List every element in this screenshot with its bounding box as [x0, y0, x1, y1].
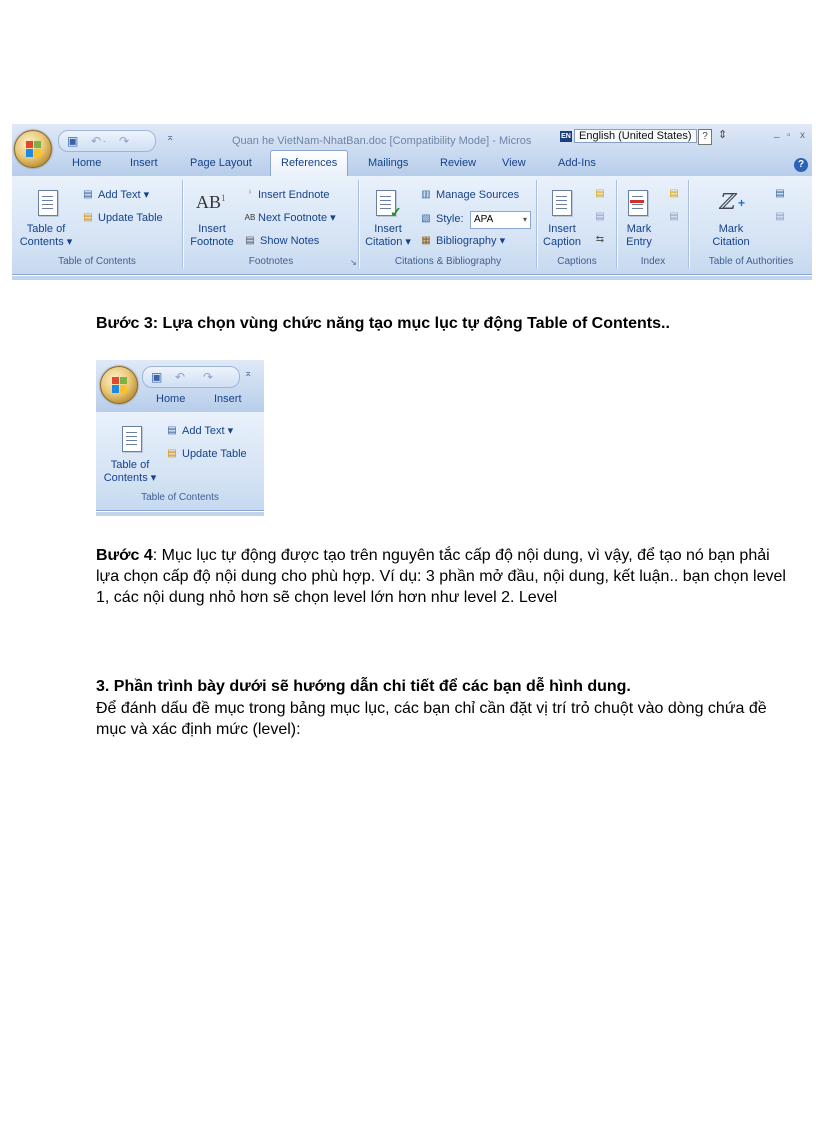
insert-caption-label-1: Insert	[548, 223, 576, 235]
customize-qat-icon[interactable]: ⌅	[244, 368, 253, 379]
style-icon: ▧	[421, 213, 431, 224]
mark-entry-button[interactable]	[618, 180, 660, 252]
tab-home[interactable]: Home	[72, 157, 102, 169]
word-ribbon-cropped-screenshot	[96, 360, 264, 518]
add-text-button[interactable]	[82, 188, 177, 204]
mark-citation-label-2: Citation	[712, 236, 750, 248]
update-figures-icon[interactable]: ▤	[595, 211, 605, 222]
style-value: APA	[474, 214, 494, 225]
tab-insert[interactable]: Insert	[130, 157, 158, 169]
tab-review[interactable]: Review	[440, 157, 477, 169]
update-table-button[interactable]	[166, 447, 264, 463]
show-notes-icon: ▤	[245, 235, 255, 246]
bibliography-icon: ▦	[421, 235, 431, 246]
restore-icon[interactable]: ▫	[787, 130, 791, 141]
group-citations-bibliography	[360, 176, 536, 274]
step-4-body: : Mục lục tự động được tạo trên nguyên tắc cấp độ nội dung, vì vậy, để tạo nó bạn phải lựa chọn cấp độ nội dung cho phù hợp. Ví dụ: 3 phần mở đầu, nội dung, kết luận.. bạn chọn level 1, các nội dung nhỏ hơn sẽ chọn level lớn hơn như level 2. Level	[96, 547, 786, 606]
redo-icon[interactable]: ↷	[119, 134, 130, 148]
tab-mailings[interactable]: Mailings	[368, 157, 409, 169]
group-captions	[538, 176, 616, 274]
insert-citation-label-2: Citation ▾	[365, 236, 411, 248]
mark-citation-label-1: Mark	[718, 223, 744, 235]
style-dropdown[interactable]	[470, 211, 531, 229]
toc-button-label-1: Table of	[26, 223, 66, 235]
cross-reference-icon[interactable]: ⇆	[595, 234, 605, 245]
tab-references[interactable]: References	[270, 150, 348, 176]
group-footnotes	[184, 176, 358, 274]
toc-button-label-2: Contents ▾	[19, 236, 73, 248]
language-flag-icon: EN	[561, 133, 571, 140]
bibliography-button[interactable]	[420, 234, 535, 250]
table-of-contents-button[interactable]	[100, 416, 160, 488]
insert-caption-label-2: Caption	[543, 236, 581, 248]
save-icon[interactable]: ▣	[67, 134, 79, 148]
show-notes-label: Show Notes	[260, 235, 320, 247]
chevron-down-icon: ▾	[522, 215, 527, 224]
group-table-of-authorities	[690, 176, 812, 274]
quick-access-toolbar	[58, 130, 156, 152]
language-label: English (United States)	[574, 129, 697, 143]
manage-sources-icon: ▥	[421, 189, 431, 200]
group-table-of-contents	[12, 176, 182, 274]
section-3-body: Để đánh dấu đề mục trong bảng mục lục, các bạn chỉ cần đặt vị trí trỏ chuột vào dòng chứa đề mục và xác định mức (level):	[96, 700, 767, 738]
window-title: Quan he VietNam-NhatBan.doc [Compatibility Mode] - Micros	[232, 135, 532, 147]
update-table-icon: ▤	[167, 448, 177, 459]
insert-endnote-button[interactable]	[244, 188, 356, 204]
word-ribbon-screenshot	[12, 124, 812, 282]
add-text-label: Add Text ▾	[98, 189, 150, 201]
style-label: Style:	[436, 213, 464, 225]
ribbon-tabs	[12, 154, 812, 176]
update-table-label: Update Table	[182, 448, 247, 460]
add-text-label: Add Text ▾	[182, 425, 234, 437]
quick-access-toolbar	[142, 366, 240, 388]
ribbon-groups	[12, 176, 812, 274]
undo-icon[interactable]: ↶	[175, 370, 186, 384]
insert-index-icon[interactable]: ▤	[669, 188, 679, 199]
mark-citation-button[interactable]: ℤ + Mark Citation	[696, 180, 766, 252]
group-label: Table of Authorities	[708, 256, 794, 267]
footnote-ab-icon: $AB^1$	[196, 192, 226, 212]
insert-caption-button[interactable]	[538, 180, 586, 252]
table-of-contents-icon	[38, 190, 58, 216]
undo-dropdown-icon[interactable]: -	[103, 136, 106, 146]
mark-citation-icon: ℤ	[718, 190, 735, 215]
dialog-launcher-icon[interactable]: ↘	[350, 258, 357, 267]
insert-footnote-label-2: Footnote	[190, 236, 234, 248]
insert-table-of-authorities-icon[interactable]: ▤	[775, 188, 785, 199]
insert-endnote-label: Insert Endnote	[258, 189, 330, 201]
update-table-icon: ▤	[83, 212, 93, 223]
add-text-button[interactable]	[166, 424, 261, 440]
help-icon[interactable]: ?	[794, 158, 808, 172]
bibliography-label: Bibliography ▾	[436, 235, 506, 247]
insert-caption-icon	[552, 190, 572, 216]
group-label: Index	[640, 256, 666, 267]
redo-icon[interactable]: ↷	[203, 370, 214, 384]
show-notes-button[interactable]	[244, 234, 356, 250]
undo-icon[interactable]: ↶	[91, 134, 102, 148]
mark-entry-label-2: Entry	[626, 236, 652, 248]
group-label: Captions	[557, 256, 597, 267]
toc-button-label-1: Table of	[110, 459, 150, 471]
group-label: Table of Contents	[58, 256, 136, 267]
step-4-label: Bước 4	[96, 547, 153, 564]
insert-citation-label-1: Insert	[374, 223, 402, 235]
office-logo-icon	[112, 377, 127, 393]
mark-entry-label-1: Mark	[626, 223, 652, 235]
office-button[interactable]	[100, 366, 138, 404]
step-3-text: Bước 3: Lựa chọn vùng chức năng tạo mục lục tự động Table of Contents..	[96, 315, 670, 332]
insert-endnote-icon: ⁱ	[249, 189, 251, 200]
save-icon[interactable]: ▣	[151, 370, 163, 384]
tab-view[interactable]: View	[502, 157, 526, 169]
tab-page-layout[interactable]: Page Layout	[190, 157, 252, 169]
group-label: Table of Contents	[141, 492, 219, 503]
tab-home[interactable]: Home	[156, 393, 186, 405]
customize-qat-icon[interactable]: ⌅	[166, 132, 175, 143]
add-text-icon: ▤	[83, 189, 93, 200]
insert-footnote-button[interactable]	[186, 180, 238, 252]
group-table-of-contents	[96, 412, 264, 510]
next-footnote-button[interactable]	[244, 211, 356, 227]
step-4-paragraph	[96, 545, 796, 608]
mark-entry-icon	[628, 190, 648, 216]
close-icon[interactable]: x	[800, 130, 805, 141]
group-label: Citations & Bibliography	[394, 256, 502, 267]
help-question-icon[interactable]: ?	[698, 129, 712, 145]
update-table-button[interactable]	[82, 211, 182, 227]
next-footnote-label: Next Footnote ▾	[258, 212, 336, 224]
tab-add-ins[interactable]: Add-Ins	[558, 157, 596, 169]
minimize-icon[interactable]: –	[774, 132, 780, 143]
update-index-icon[interactable]: ▤	[669, 211, 679, 222]
checkmark-icon: ✓	[390, 204, 402, 220]
group-index	[618, 176, 688, 274]
insert-footnote-label-1: Insert	[198, 223, 226, 235]
insert-table-of-figures-icon[interactable]: ▤	[595, 188, 605, 199]
update-table-of-authorities-icon[interactable]: ▤	[775, 211, 785, 222]
section-3-heading: 3. Phần trình bày dưới sẽ hướng dẫn chi tiết để các bạn dễ hình dung.	[96, 678, 631, 695]
citation-style-control	[420, 211, 535, 229]
table-of-contents-icon	[122, 426, 142, 452]
update-table-label: Update Table	[98, 212, 163, 224]
add-text-icon: ▤	[167, 425, 177, 436]
toc-button-label-2: Contents ▾	[103, 472, 157, 484]
manage-sources-button[interactable]	[420, 188, 535, 204]
insert-citation-button[interactable]	[360, 180, 416, 252]
manage-sources-label: Manage Sources	[436, 189, 520, 201]
table-of-contents-button[interactable]	[16, 180, 76, 252]
group-label: Footnotes	[248, 256, 294, 267]
options-dropdown-icon[interactable]: ⇕	[718, 129, 728, 141]
tab-insert[interactable]: Insert	[214, 393, 242, 405]
next-footnote-icon: AB	[244, 213, 256, 222]
